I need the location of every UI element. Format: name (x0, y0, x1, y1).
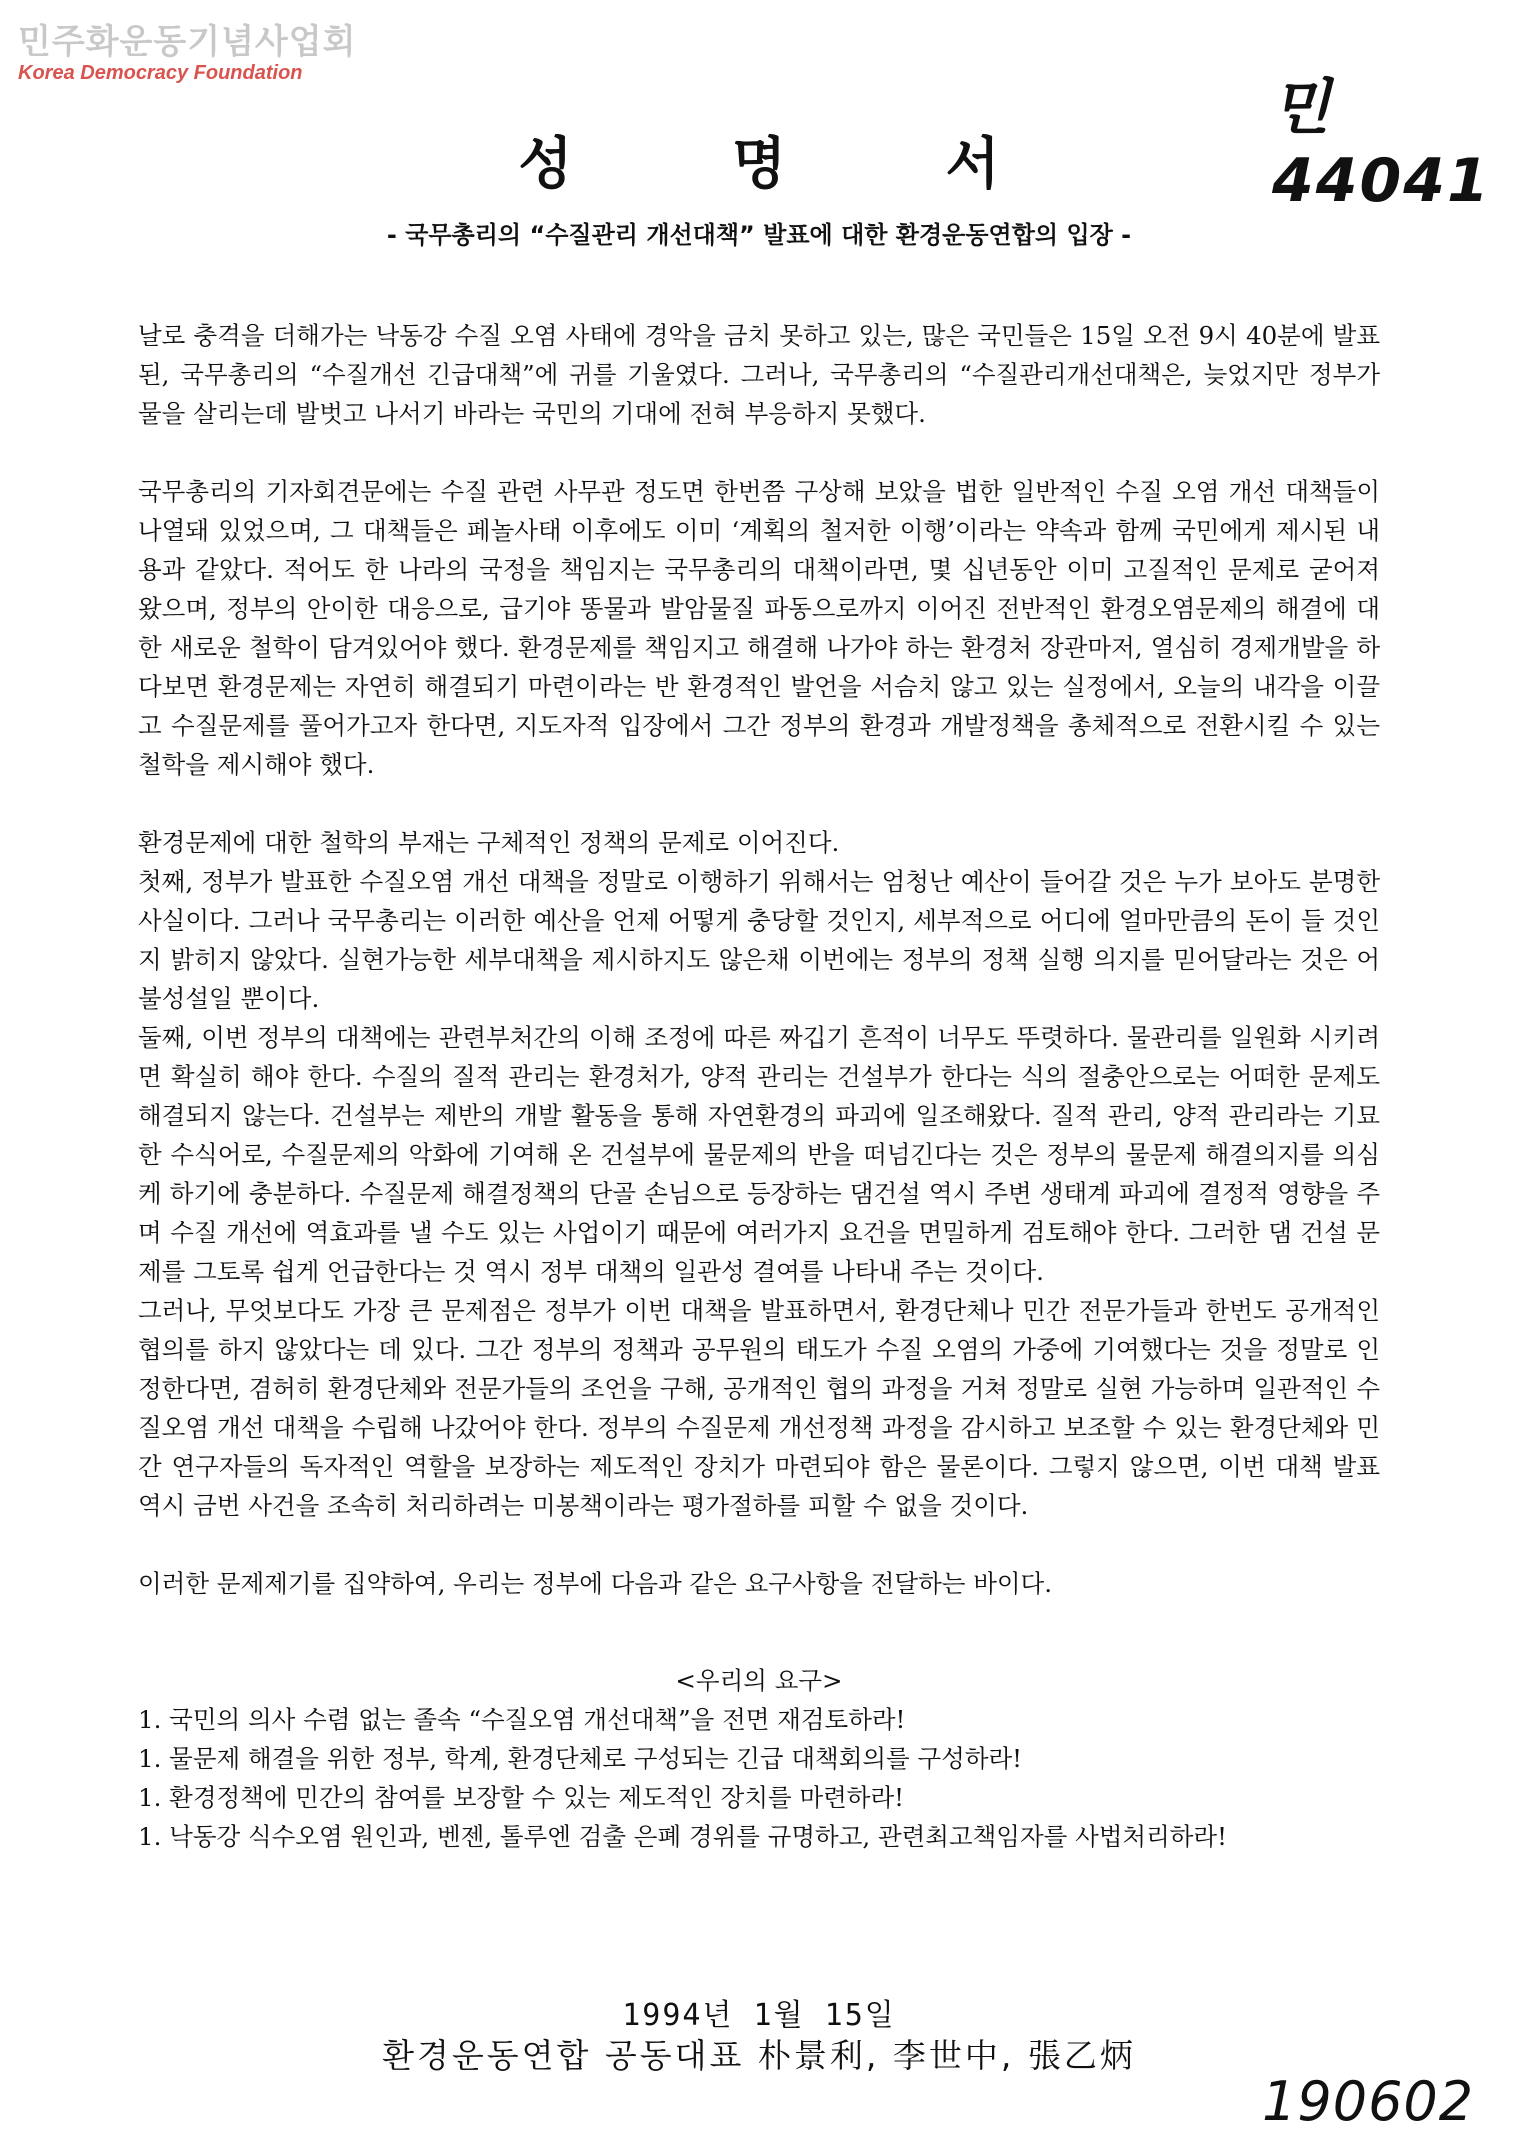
paragraph-gap (138, 433, 1380, 472)
paragraph-summary: 이러한 문제제기를 집약하여, 우리는 정부에 다음과 같은 요구사항을 전달하는 바이다. (138, 1569, 1053, 1598)
statement-signers: 환경운동연합 공동대표 朴景利, 李世中, 張乙炳 (382, 2036, 1136, 2075)
foundation-watermark (18, 22, 356, 84)
section-gap (138, 1603, 1380, 1661)
watermark-english: Korea Democracy Foundation (18, 62, 303, 84)
paragraph-gap (138, 784, 1380, 823)
demand-item: 1. 낙동강 식수오염 원인과, 벤젠, 톨루엔 검출 은폐 경위를 규명하고, 관련최고책임자를 사법처리하라! (138, 1822, 1227, 1851)
demands-list (138, 1700, 1380, 1856)
document-subtitle: - 국무총리의 “수질관리 개선대책” 발표에 대한 환경운동연합의 입장 - (386, 221, 1132, 249)
watermark-korean: 민주화운동기념사업회 (18, 22, 357, 62)
handwritten-archive-number: 민44041 (1272, 73, 1491, 216)
demands-heading: <우리의 요구> (675, 1666, 843, 1695)
document-title: 성 명 서 (518, 131, 1070, 197)
paragraph-gap (138, 1525, 1380, 1564)
paragraph-philosophy: 국무총리의 기자회견문에는 수질 관련 사무관 정도면 한번쯤 구상해 보았을 법한 일반적인 수질 오염 개선 대책들이 나열돼 있었으며, 그 대책들은 페놀사태 이후에도 이미 ‘계획의 철저한 이행’이라는 약속과 함께 국민에게 제시된 내용과 같았다. 적어도 한 나라의 국정을 책임지는 국무총리의 대책이라면, 몇 십년동안 이미 고질적인 문제로 굳어져 왔으며, 정부의 안이한 대응으로, 급기야 똥물과 발암물질 파동으로까지 이어진 전반적인 환경오염문제의 해결에 대한 새로운 철학이 담겨있어야 했다. 환경문제를 책임지고 해결해 나가야 하는 환경처 장관마저, 열심히 경제개발을 하다보면 환경문제는 자연히 해결되기 마련이라는 반 환경적인 발언을 서슴치 않고 있는 실정에서, 오늘의 내각을 이끌고 수질문제를 풀어가고자 한다면, 지도자적 입장에서 그간 정부의 환경과 개발정책을 총체적으로 전환시킬 수 있는 철학을 제시해야 했다. (138, 477, 1380, 779)
demand-item: 1. 국민의 의사 수렴 없는 졸속 “수질오염 개선대책”을 전면 재검토하라! (138, 1705, 906, 1734)
paragraph-intro: 날로 충격을 더해가는 낙동강 수질 오염 사태에 경악을 금치 못하고 있는, 많은 국민들은 15일 오전 9시 40분에 발표된, 국무총리의 “수질개선 긴급대책”에 귀를 기울였다. 그러나, 국무총리의 “수질관리개선대책은, 늦었지만 정부가 물을 살리는데 발벗고 나서기 바라는 국민의 기대에 전혀 부응하지 못했다. (138, 321, 1380, 428)
handwritten-bottom-number: 190602 (1262, 2070, 1475, 2133)
document-body (138, 316, 1380, 1856)
paragraph-second-point: 둘째, 이번 정부의 대책에는 관련부처간의 이해 조정에 따른 짜깁기 흔적이 너무도 뚜렷하다. 물관리를 일원화 시키려면 확실히 해야 한다. 수질의 질적 관리는 환경처가, 양적 관리는 건설부가 한다는 식의 절충안으로는 어떠한 문제도 해결되지 않는다. 건설부는 제반의 개발 활동을 통해 자연환경의 파괴에 일조해왔다. 질적 관리, 양적 관리라는 기묘한 수식어로, 수질문제의 악화에 기여해 온 건설부에 물문제의 반을 떠넘긴다는 것은 정부의 물문제 해결의지를 의심케 하기에 충분하다. 수질문제 해결정책의 단골 손님으로 등장하는 댐건설 역시 주변 생태계 파괴에 결정적 영향을 주며 수질 개선에 역효과를 낼 수도 있는 사업이기 때문에 여러가지 요건을 면밀하게 검토해야 한다. 그러한 댐 건설 문제를 그토록 쉽게 언급한다는 것 역시 정부 대책의 일관성 결여를 나타내 주는 것이다. (138, 1023, 1380, 1286)
statement-date: 1994년 1월 15일 (622, 1998, 896, 2033)
paragraph-first-point: 첫째, 정부가 발표한 수질오염 개선 대책을 정말로 이행하기 위해서는 엄청난 예산이 들어갈 것은 누가 보아도 분명한 사실이다. 그러나 국무총리는 이러한 예산을 언제 어떻게 충당할 것인지, 세부적으로 어디에 얼마만큼의 돈이 들 것인지 밝히지 않았다. 실현가능한 세부대책을 제시하지도 않은채 이번에는 정부의 정책 실행 의지를 믿어달라는 것은 어불성설일 뿐이다. (138, 867, 1380, 1013)
paragraph-main-problem: 그러나, 무엇보다도 가장 큰 문제점은 정부가 이번 대책을 발표하면서, 환경단체나 민간 전문가들과 한번도 공개적인 협의를 하지 않았다는 데 있다. 그간 정부의 정책과 공무원의 태도가 수질 오염의 가중에 기여했다는 것을 정말로 인정한다면, 겸허히 환경단체와 전문가들의 조언을 구해, 공개적인 협의 과정을 거쳐 정말로 실현 가능하며 일관적인 수질오염 개선 대책을 수립해 나갔어야 한다. 정부의 수질문제 개선정책 과정을 감시하고 보조할 수 있는 환경단체와 민간 연구자들의 독자적인 역할을 보장하는 제도적인 장치가 마련되야 함은 물론이다. 그렇지 않으면, 이번 대책 발표 역시 금번 사건을 조속히 처리하려는 미봉책이라는 평가절하를 피할 수 없을 것이다. (138, 1296, 1380, 1520)
paragraph-policy-lead: 환경문제에 대한 철학의 부재는 구체적인 정책의 문제로 이어진다. (138, 828, 840, 857)
demand-item: 1. 물문제 해결을 위한 정부, 학계, 환경단체로 구성되는 긴급 대책회의를 구성하라! (138, 1744, 1023, 1773)
demand-item: 1. 환경정책에 민간의 참여를 보장할 수 있는 제도적인 장치를 마련하라! (138, 1783, 904, 1812)
